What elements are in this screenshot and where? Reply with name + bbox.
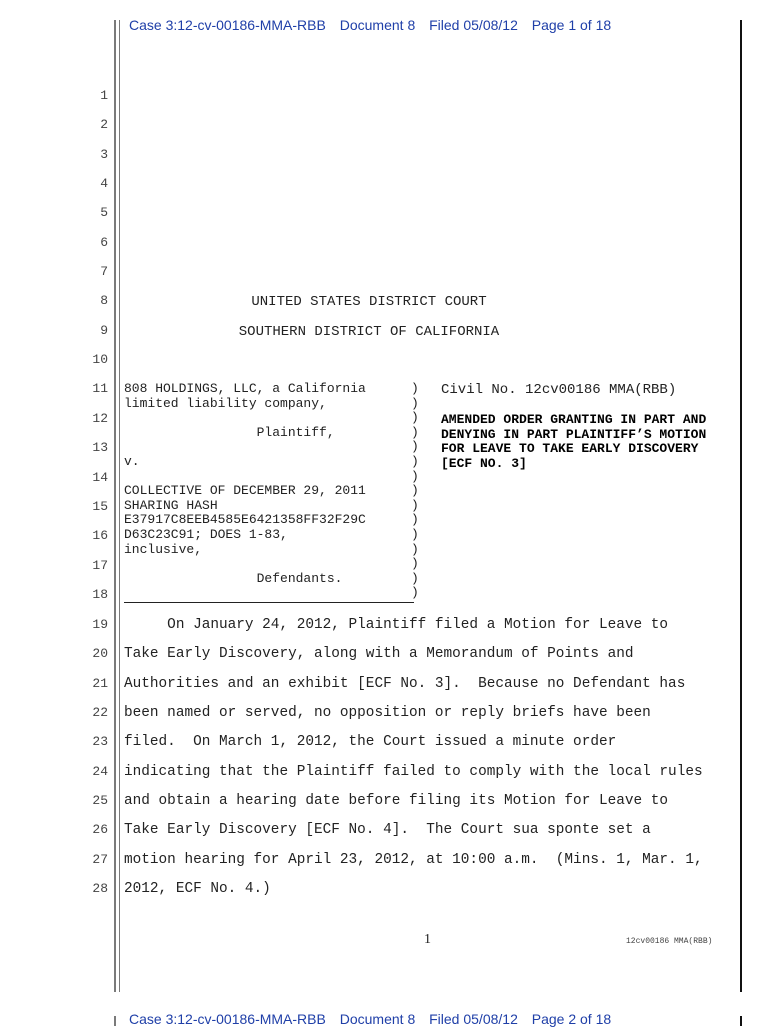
- next-page-left-rule: [114, 1016, 116, 1026]
- document-number: Document 8: [339, 1011, 416, 1027]
- civil-number: Civil No. 12cv00186 MMA(RBB): [441, 382, 677, 398]
- body-line: Take Early Discovery, along with a Memorandum of Points and: [124, 646, 634, 662]
- line-number: 18: [92, 587, 108, 602]
- line-number: 4: [100, 176, 108, 191]
- line-number: 16: [92, 528, 108, 543]
- body-line: Take Early Discovery [ECF No. 4]. The Court sua sponte set a: [124, 822, 651, 838]
- left-margin-rule-inner: [119, 20, 120, 992]
- body-line: On January 24, 2012, Plaintiff filed a Motion for Leave to: [124, 617, 669, 633]
- right-margin-rule: [740, 20, 742, 992]
- footer-case-ref: 12cv00186 MMA(RBB): [626, 937, 713, 946]
- next-page-right-rule: [740, 1016, 742, 1026]
- case-number: Case 3:12-cv-00186-MMA-RBB: [129, 17, 326, 33]
- line-number: 25: [92, 793, 108, 808]
- line-number: 13: [92, 440, 108, 455]
- body-line: motion hearing for April 23, 2012, at 10:00 a.m. (Mins. 1, Mar. 1,: [124, 852, 703, 868]
- line-number: 6: [100, 235, 108, 250]
- case-caption-parties: 808 HOLDINGS, LLC, a California limited liability company, Plaintiff, v. COLLECTIVE OF DECEMBER 29, 2011 SHARING HASH E37917C8EEB4585E6421358FF32F29C D63C23C91; DOES 1-83, inclusive, Defendants.: [124, 381, 366, 586]
- line-number: 23: [92, 734, 108, 749]
- line-number: 8: [100, 293, 108, 308]
- line-number: 15: [92, 499, 108, 514]
- left-margin-rule: [114, 20, 116, 992]
- document-number: Document 8: [339, 17, 416, 33]
- line-number: 24: [92, 764, 108, 779]
- line-number: 21: [92, 676, 108, 691]
- caption-underline: [124, 602, 414, 603]
- line-number: 7: [100, 264, 108, 279]
- filed-date: Filed 05/08/12: [429, 17, 518, 33]
- line-number: 27: [92, 852, 108, 867]
- next-page-header: [129, 1011, 621, 1027]
- case-header: [129, 17, 621, 33]
- caption-parentheses: ) ) ) ) ) ) ) ) ) ) ) ) ) ) ): [411, 381, 419, 601]
- order-title: AMENDED ORDER GRANTING IN PART AND DENYING IN PART PLAINTIFF’S MOTION FOR LEAVE TO TAKE EARLY DISCOVERY [ECF NO. 3]: [441, 412, 707, 471]
- line-number: 20: [92, 646, 108, 661]
- line-number: 11: [92, 381, 108, 396]
- line-number: 2: [100, 117, 108, 132]
- court-name: UNITED STATES DISTRICT COURT: [251, 294, 487, 310]
- line-number: 1: [100, 88, 108, 103]
- line-number: 12: [92, 411, 108, 426]
- filed-date: Filed 05/08/12: [429, 1011, 518, 1027]
- line-number: 14: [92, 470, 108, 485]
- body-line: Authorities and an exhibit [ECF No. 3]. Because no Defendant has: [124, 676, 686, 692]
- body-line: been named or served, no opposition or reply briefs have been: [124, 705, 651, 721]
- line-number: 10: [92, 352, 108, 367]
- court-district: SOUTHERN DISTRICT OF CALIFORNIA: [238, 324, 500, 340]
- line-number: 5: [100, 205, 108, 220]
- line-number: 28: [92, 881, 108, 896]
- line-number: 9: [100, 323, 108, 338]
- page-number: 1: [424, 932, 431, 947]
- page-indicator: Page 2 of 18: [531, 1011, 612, 1027]
- body-line: 2012, ECF No. 4.): [124, 881, 271, 897]
- line-number: 17: [92, 558, 108, 573]
- body-line: filed. On March 1, 2012, the Court issued a minute order: [124, 734, 617, 750]
- page-indicator: Page 1 of 18: [531, 17, 612, 33]
- body-line: indicating that the Plaintiff failed to comply with the local rules: [124, 764, 703, 780]
- case-number: Case 3:12-cv-00186-MMA-RBB: [129, 1011, 326, 1027]
- line-number: 22: [92, 705, 108, 720]
- line-number: 26: [92, 822, 108, 837]
- line-number: 19: [92, 617, 108, 632]
- line-number: 3: [100, 147, 108, 162]
- body-line: and obtain a hearing date before filing its Motion for Leave to: [124, 793, 669, 809]
